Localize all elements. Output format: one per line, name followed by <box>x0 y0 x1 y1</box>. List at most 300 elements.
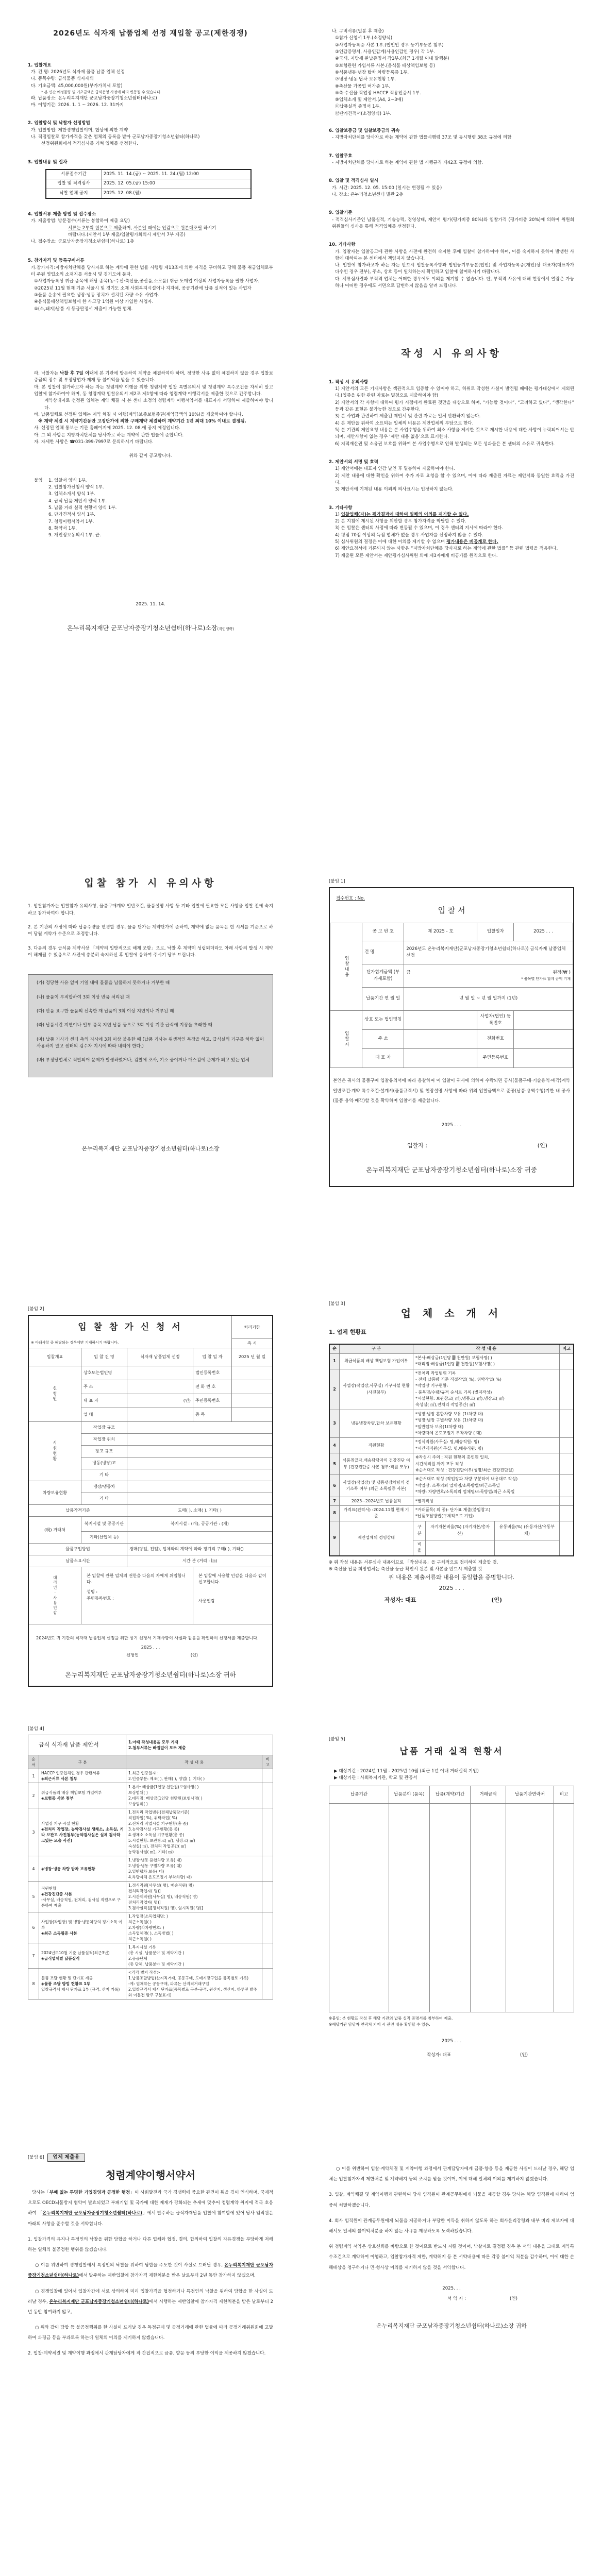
content-line: *정식직원(사무실: 명,배송직원: 명) <box>415 1439 479 1445</box>
text-line: 가. 시간: 2025. 12. 05. 15:00 (일시는 변경될 수 있음) <box>332 185 442 191</box>
list-item: ⑫단가견적서(소정양식) 1부. <box>335 111 392 116</box>
attachment-item: 7. 청렴이행서약서 1부. <box>48 519 94 524</box>
text-line: 가.참가자격:지방자치단체를 당사자로 하는 계약에 관한 법률 시행령 제13조에 의한 자격을 구비하고 당해 물품 취급업체로부터 주된 영업소의 소재지를 서울시 및 경기도에 둔자. <box>31 265 273 278</box>
section-heading: 5. 참가자격 및 등록구비서류 <box>28 258 85 264</box>
amount-prefix: 금 <box>406 970 411 975</box>
row-category <box>39 1769 126 1783</box>
business-item-field[interactable] <box>232 1408 273 1421</box>
list-item: 3. 다음의 경우 급식품 계약서상 「계약의 일방적으로 해제 조항」으로, 낙찰 후 계약이 성립되더라도 아래 사항의 발생 시 계약이 해제될 수 있음으로 사전에 충분히 숙지하신 후 입찰에 응하여 주시기 당부 드립니다. <box>28 945 273 958</box>
table-row <box>329 1438 574 1453</box>
amount-field[interactable] <box>404 964 573 987</box>
vehicle-field[interactable] <box>127 1493 273 1504</box>
remarks-cell <box>262 1882 273 1912</box>
section-heading: 1. 입찰개요 <box>28 62 52 68</box>
table-row <box>28 1856 273 1882</box>
field-label: 창고 규모 <box>81 1445 127 1457</box>
content-line: *거래품목( 외 종): 단가표 제출(붙임참고) <box>415 1507 491 1512</box>
column-header: 순 <box>329 1344 340 1353</box>
row-category <box>39 1943 126 1969</box>
row-content[interactable] <box>413 1353 560 1369</box>
content-line: *차량: 차량번호/소독의뢰 업체명/소독방법/최근 소독일 <box>415 1489 515 1495</box>
pledge-item: 3. 입찰, 계약체결 및 계약이행과 관련하여 당사 임직원이 관계공무원에게 뇌물을 제공할 경우 당사는 해당 임직원에 대하여 엄중히 처벌하겠습니다. <box>329 2192 574 2208</box>
seal-mark: (인) <box>537 1142 547 1149</box>
content-line: 직접작업( %), 위탁작업( %) <box>128 1816 177 1821</box>
period-field[interactable]: 년 월 일 ~ 년 월 일까지 (1년) <box>404 987 573 1010</box>
text: 라. 낙찰자는 <box>34 370 60 376</box>
list-item: 2) 제안 내용에 대한 확인을 위하여 추가 자료 요청을 할 수 있으며, 이에 따라 제출된 자료는 제안서와 동일한 효력을 가진다. <box>335 473 574 485</box>
delivery-time-field[interactable]: 시간 분 (거리 : ㎞) <box>127 1555 273 1567</box>
writer-label: 작성자: 대표 <box>427 2052 452 2058</box>
content-line: 2.냉장·냉동 구별차량 보유( 대) <box>128 1863 182 1869</box>
table-row <box>28 1783 273 1808</box>
row-category <box>39 1912 126 1943</box>
row-content[interactable] <box>126 1969 262 1999</box>
vehicle-field[interactable] <box>127 1481 273 1493</box>
content-line: 보상범위( ) <box>128 1802 148 1807</box>
text-line: 마. 본 입찰에 참가하고자 하는 자는 청렴계약 이행을 위한 청렴계약 입찰 특별유의서 및 청렴계약 특수조건을 자세히 알고 입찰에 참가하여야 하며, 동 청렴계약 입찰유의서 제2조 제1항에 따라 청렴계약 이행각서를 제출한 것으로 간주합니다. <box>34 384 273 397</box>
deadline-label: 처리기한 <box>232 1315 273 1338</box>
text-line: 가. 건 명: 2026년도 식자재 물품 납품 업체 선정 <box>31 70 125 75</box>
table-row <box>329 1475 574 1497</box>
list-item: 3) 본 입찰은 센터의 사정에 따라 변동될 수 있으며, 이 경우 센터의 지시에 따라야 한다. <box>335 526 504 531</box>
section-heading: 10. 기타사항 <box>329 242 356 248</box>
row-category <box>39 1783 126 1808</box>
section-heading: 1. 업체 현황표 <box>329 1329 366 1336</box>
content-line: (총 단체, 납품분야 및 계약기간 ) <box>128 1962 185 1967</box>
list-item: ⑤보험관련 가입서류 사본.(음식물 배상책임보험 등) <box>335 63 436 69</box>
performance-table <box>329 1786 574 2012</box>
condition-item: (마) 납품 기사가 센터 측의 지시에 3회 이상 불응한 때 (납품 기사는 위생적인 복장을 하고, 급식실의 기구를 허락 없이 사용하지 말고 센터의 검수자 지시에 따라 내려야 한다.) <box>37 1037 264 1049</box>
text-line: 마. 이행기간: 2026. 1. 1 ~ 2026. 12. 31까지 <box>31 103 124 108</box>
row-content[interactable] <box>413 1369 560 1410</box>
text-line <box>28 225 273 232</box>
writer-sign-line <box>329 1592 574 1604</box>
category-note: 입찰규격서 제시 단가표 1부 (규격, 산지 기록) <box>41 1987 120 1992</box>
row-category: 식품취급자,배송담당자의 건강진단 여부 (건강진단증 사본 첨부:직원 모두) <box>340 1453 413 1475</box>
schedule-value: 2025. 11. 14.(금) ~ 2025. 11. 24.(월) 12:00 <box>101 170 250 179</box>
bid-statement: 본인은 귀사의 물품구매 입찰유의서에 따라 응찰하여 이 입찰이 귀사에 의하여 수락되면 공사(물품구매·기술용역·매각)계약일반조건·계약 특수조건·설계서(물품규격서) 및 현장설명 사항에 따라 위의 입찰금액으로 준공(납품·용역수행)기한 내 공사(물품·용역·매각)할 것을 확약하며 입찰서를 제출합니다. <box>333 1078 570 1104</box>
performance-cell[interactable] <box>554 1804 574 2012</box>
remarks-cell <box>560 1438 574 1453</box>
bidder-sign-line <box>330 1129 573 1150</box>
subheader: 구분 <box>413 1521 426 1540</box>
agent-name-field[interactable]: 성명 : <box>87 1588 98 1594</box>
list-item: 나. 입찰에 참가하고자 하는 자는 반드시 입찰등록사항과 법인등기부등본(법인) 및 사업자등록증(개인)상 대표자(대표자가 다수인 경우 전부), 주소, 상호 등이 일치하는지 확인하고 입찰에 참여하시기 바랍니다. <box>335 263 574 275</box>
pledge-item: 위 청렴계약 서약은 상호신뢰를 바탕으로 한 것이므로 반드시 지킬 것이며, 낙찰자로 결정될 경우 본 서약 내용을 그대로 계약특수조건으로 계약하여 이행하고, 입찰참가자격 제한, 계약해지 등 본 서약내용에 따른 각종 불이익 처분을 감수하며, 이에 대한 손해배상을 청구하거나 민·형사상 이의를 제기하지 않을 것을 서약합니다. <box>329 2244 574 2270</box>
integrity-title: 청렴계약이행서약서 <box>106 2169 195 2181</box>
content-line: *시설현황: 보관창고( ㎡),냉동고( ㎡),냉장고( ㎡) <box>415 1396 505 1401</box>
subheader: 비율 <box>413 1540 426 1555</box>
addressee: 온누리복지재단 군포남자중장기청소년쉼터(하나로)소장 귀하 <box>376 2323 527 2330</box>
list-item: 가. 입찰자는 입찰공고에 관한 사항을 사전에 완전히 숙지한 후에 입찰에 참가하여야 하며, 이를 숙지하지 못하여 발생한 사항에 대하여는 본 센터에서 책임지지 않습니다. <box>335 249 574 261</box>
section-heading: 3. 기타사항 <box>329 505 353 511</box>
row-content[interactable] <box>413 1505 560 1521</box>
row-content[interactable] <box>413 1410 560 1438</box>
list-item: 3) 제안서에 기재된 내용 이외의 의사표시는 인정하지 않는다. <box>335 487 454 493</box>
field-label: 주 소 <box>362 1029 404 1048</box>
proposal-instructions <box>126 1735 273 1755</box>
field-label: 대 표 자 <box>81 1394 127 1408</box>
content-line: 2.공공단체 <box>128 1956 147 1961</box>
company-name-field[interactable] <box>404 1010 477 1029</box>
business-type-field[interactable] <box>127 1408 193 1421</box>
text-line: - 지방자치단체를 당사자로 하는 계약에 관한 법 시행규칙 제42조 규정에 의함. <box>332 160 483 165</box>
list-item: 1. 입찰참가자는 입찰참가 유의사항, 물품구매계약 일반조건, 물품설명 사항 등 기타 입찰에 필요한 모든 사항을 입찰 전에 숙지하고 참가하여야 합니다. <box>28 904 273 916</box>
group-label: 시설현황 <box>28 1421 81 1481</box>
page-bid-notes <box>0 876 301 1153</box>
performance-cell[interactable] <box>329 1804 389 2012</box>
seal-mark: (인) <box>491 1597 502 1604</box>
row-content[interactable] <box>413 1497 560 1505</box>
text-line: 선정위원회에서 적격심사를 거쳐 업체를 선정한다. <box>41 141 138 147</box>
row-category <box>39 1808 126 1856</box>
liquidity-ratio-field[interactable] <box>495 1540 560 1555</box>
sign-date: 2025. . . <box>442 2285 461 2291</box>
schedule-label: 서류접수기간 <box>46 170 101 179</box>
field-label: 대 표 자 <box>362 1048 404 1067</box>
row-category: 취급식품의 배상 책임보험 가입여부 <box>340 1353 413 1369</box>
row-category <box>39 1969 126 1999</box>
field-label: 주민등록번호 <box>193 1394 232 1408</box>
writer-sign-line <box>329 2045 574 2059</box>
section-heading: 2. 제안서의 서명 및 효력 <box>329 459 378 465</box>
remarks-cell <box>560 1475 574 1497</box>
category-text: 물품 조달 현황 및 단가표 제출 <box>41 1976 93 1981</box>
column-header: 비고 <box>560 1344 574 1353</box>
termination-conditions-box <box>28 974 273 1077</box>
field-label: 법인등록번호 <box>193 1366 232 1380</box>
category-required: ◈급식업체별 납품실적 <box>41 1956 80 1961</box>
field-label: 건 명 <box>362 941 404 964</box>
content-line: 전처리작업자( 명)] <box>128 1889 161 1894</box>
facility-field[interactable] <box>127 1457 273 1469</box>
page-notice-2 <box>301 28 602 560</box>
clients-field[interactable]: 복지시설 : (개), 공공기관 : (개) <box>127 1516 273 1531</box>
seal-field[interactable]: 사용인감 <box>198 1598 215 1603</box>
performance-cell[interactable] <box>430 1804 471 2012</box>
column-header: 납품분야 (품목) <box>389 1786 430 1804</box>
content-line: 1.본사: 배상금(1인당 천만원)보험사명( ) <box>128 1785 199 1790</box>
schedule-value: 2025. 12. 08.(월) <box>101 189 250 198</box>
pledge-subitem <box>28 2286 273 2318</box>
facility-field[interactable] <box>127 1469 273 1481</box>
content-line: *냉장·냉장 구별차량 보유 (1t차량 대) <box>415 1418 483 1423</box>
field-label: 냉동(냉장)고 <box>81 1457 127 1469</box>
row-number: 4 <box>329 1438 340 1453</box>
notice-title: 2026년도 식자재 납품업체 선정 재입찰 공고(제한경쟁) <box>53 29 248 38</box>
page-integrity-2 <box>301 2164 602 2333</box>
remarks-cell <box>560 1353 574 1369</box>
seal-mark: (인) <box>190 1652 198 1657</box>
page-bid-form <box>301 878 602 1187</box>
writer-label: 작성자: 대표 <box>384 1597 416 1604</box>
attachment-tag: [붙임 1] <box>329 879 345 884</box>
facility-field[interactable] <box>127 1433 273 1445</box>
remarks-cell <box>560 1369 574 1410</box>
text-line <box>28 370 273 384</box>
instruction: 1.아래 작성내용을 모두 기재 <box>128 1740 178 1745</box>
list-item: ③물품 운송에 필요한 냉장·냉동 장치가 설치된 차량 소유 사업자. <box>34 293 159 298</box>
section-heading: 6. 입찰보증금 및 입찰보증금의 귀속 <box>329 128 400 134</box>
table-row <box>329 1410 574 1438</box>
text: 5) 심사위원의 결정은 이에 대한 이의를 제기할 수 없으며 <box>335 539 447 545</box>
group-label: 입찰자 <box>330 1010 362 1067</box>
row-number: 1 <box>329 1353 340 1369</box>
company-name-field[interactable] <box>127 1366 193 1380</box>
phone-field[interactable] <box>514 1029 573 1048</box>
content-line: (총 시설, 납품분야 및 계약기간 ) <box>128 1951 185 1956</box>
field-label: 종 목 <box>193 1408 232 1421</box>
column-header: 비고 <box>262 1755 273 1769</box>
purchase-method-field[interactable]: 경매(당일, 전일), 업체와의 계약에 따라 정기적 구매( ), 기타() <box>127 1543 273 1555</box>
column-header: 순서 <box>28 1755 39 1769</box>
form-header <box>28 1315 232 1338</box>
field-label: 작업장 규모 <box>81 1421 127 1433</box>
condition-item: (라) 납품시간 지연이나 일부 품목 지연 납품 등으로 3회 이상 기관 급식에 지장을 초래한 때 <box>37 1023 212 1028</box>
content-line: *일반탑차 보유(1t차량 대) <box>415 1424 464 1429</box>
field-label: 납품기간 연 월 일 <box>362 987 404 1010</box>
company-status-table <box>329 1344 574 1556</box>
text: 」에서 발주하는 급식자재납품 입찰에 참여함에 있어 당사 임직원은 아래의 사항을 준수할 것을 서약합니다. <box>28 2211 274 2227</box>
group-label: 신청인 <box>28 1366 81 1421</box>
content-line: ※작성시 주의 : 직원 현황의 총인원 일치, <box>415 1455 490 1460</box>
field-label: 입찰일자 <box>477 923 514 941</box>
list-item: 2) 본 지침에 제시된 사항을 위반할 경우 참가자격을 박탈할 수 있다. <box>335 519 466 524</box>
attachment-item: 2. 입찰참가신청서 양식 1부. <box>48 485 104 490</box>
content-line: *작업장 기구현황: <box>415 1383 448 1388</box>
text: ○ 이를 위반하여 경쟁입찰에서 특정인의 낙찰을 위하여 담합을 주도한 것이 사실로 드러날 경우, <box>35 2263 225 2268</box>
list-item: 1) 제안서의 모든 기재사항은 객관적으로 입증할 수 있어야 하고, 허위로 작성한 사실이 발견될 때에는 평가대상에서 제외된다.(입증을 위한 관련 자료는 별첨으로 제출하여야 함) <box>335 386 574 399</box>
row-number: 5 <box>28 1882 39 1912</box>
row-content[interactable] <box>126 1769 262 1783</box>
section-heading: 4. 입찰서류 제출 방법 및 접수장소 <box>28 211 96 217</box>
corp-number-field[interactable] <box>232 1366 273 1380</box>
table-row <box>28 1808 273 1856</box>
underlined-text: 평가내용은 비공개로 한다. <box>446 539 498 545</box>
content-line: 숙성실( ㎡),전처리 작업공간( ㎡) <box>415 1402 475 1408</box>
bid-date-field[interactable]: 2025 년 월 일 <box>232 1348 273 1366</box>
list-item <box>329 539 574 546</box>
list-item: ⑥식품냉동·냉장 탑차 차량등록증 1부. <box>335 70 409 75</box>
remarks-cell <box>262 1808 273 1856</box>
agent-rrn-field[interactable]: 주민등록번호 : <box>87 1595 114 1601</box>
column-header: 비고 <box>554 1786 574 1804</box>
category-required: ◈건강진단증 사본 <box>41 1891 72 1896</box>
content-line: - 품목명/수량/규격 순서로 기록 (별지작성) <box>415 1389 492 1395</box>
underlined-text: 사본일 때에는 인감으로 원본대조필 <box>133 225 202 231</box>
performance-cell[interactable] <box>389 1804 430 2012</box>
category-required: ◈최근 소독필증 사본 <box>41 1931 77 1936</box>
row-content[interactable] <box>413 1438 560 1453</box>
text: 에서 발주하는 제반입찰에 참가자격 제한처분을 받은 날로부터 2년 동안 참가하지 않겠으며, <box>79 2273 256 2279</box>
attachments-items <box>48 478 116 539</box>
list-item: ⑦냉장·냉동 탑차 보유현황 1부. <box>335 77 396 82</box>
clients-other-field[interactable] <box>127 1531 273 1543</box>
subheader: 자기자본비율(%) (자기자본/총자산) <box>426 1521 495 1540</box>
row-content[interactable] <box>126 1808 262 1856</box>
note: ※붙임: 본 현황표 작성 후 해당 기관의 납품 실적 증명서를 첨부하여 제출. <box>329 2016 453 2021</box>
row-content[interactable] <box>413 1475 560 1497</box>
period-line: ▶ 대상기간 : 2024년 11월 - 2025년 10월 (최근 1년 이내 거래실적 기입) <box>334 1768 479 1774</box>
table-row <box>28 1769 273 1783</box>
integrity-intro <box>28 2188 273 2229</box>
text-line: 나. 품목수량: 급식물품 식자재외 <box>31 76 94 82</box>
seal-omitted-note: (직인생략) <box>217 626 234 631</box>
text-line: 사. 선정된 업체 통보는 기관 홈페이지에 2025. 12. 08.에 공지 예정입니다. <box>34 426 180 431</box>
row-category <box>39 1856 126 1882</box>
text: ○ 경쟁입찰에 있어서 입찰자간에 서로 상의하여 미리 입찰가격을 협정하거나 특정인의 낙찰을 위하여 담합을 한 사실이 드러날 경우, <box>28 2289 273 2304</box>
address-field[interactable] <box>404 1029 477 1048</box>
applicant-sign-line <box>36 1651 265 1658</box>
table-row <box>28 1969 273 1999</box>
phone-field[interactable] <box>232 1380 273 1394</box>
attachments-label: 붙임 <box>34 478 43 483</box>
business-number-field[interactable] <box>514 1010 573 1029</box>
row-content[interactable] <box>126 1783 262 1808</box>
content-line: -예: 엽채류는 공동구매, 파류는 산지직거래구입 <box>128 1981 209 1987</box>
row-content[interactable] <box>126 1882 262 1912</box>
page-integrity <box>0 2154 301 2359</box>
writing-notes-title: 작성 시 유의사항 <box>401 348 502 360</box>
list-item: ③인감증명서, 사용인감계(사용인감인 경우) 각 1부. <box>335 49 435 55</box>
group-label: (現) 거래처 <box>28 1516 81 1543</box>
equity-ratio-field[interactable] <box>426 1540 495 1555</box>
row-category: 사업장(작업장,사무실) 기구시설 현황 (사진첨부) <box>340 1369 413 1410</box>
row-content[interactable] <box>126 1943 262 1969</box>
row-content[interactable] <box>413 1453 560 1475</box>
application-title: 입 찰 참 가 신 청 서 <box>78 1322 182 1333</box>
content-line: ※순서대로 작성 (작업장과 차량 구분하여 내용대로 작성) <box>415 1477 518 1482</box>
facility-field[interactable] <box>127 1445 273 1457</box>
category-text: 취급식품의 배상 책임보험 가입여부 <box>41 1790 102 1795</box>
list-item: ⑨축·수산물 작업장 HACCP 적용인증서 1부. <box>335 90 421 96</box>
sign-date: 2025 . . . <box>441 2038 462 2044</box>
attachment-item: 1. 입찰서 양식 1부. <box>48 478 87 483</box>
content-line: *대리점:배상금(1인당 ▒ 천만원)보험사명( ) <box>415 1362 495 1367</box>
group-label: 차량보유현황 <box>28 1481 81 1504</box>
attachment-tag: [붙임 6] <box>28 2155 44 2160</box>
schedule-label: 입찰 및 적격심사 <box>46 179 101 189</box>
pledge-subitem: ○ 위와 같이 담합 등 불공정행위를 한 사실이 드러날 경우 독점규제 및 공정거래에 관한 법률에 따라 공정거래위원회에 고발하여 과징금 등을 부과토록 하는데 일체의 이의를 제기하지 않겠습니다. <box>28 2325 273 2341</box>
pledge-subitem: ○ 이를 위반하여 입찰·계약체결 및 계약이행 과정에서 관계담당자에게 금품·향응 등을 제공한 사실이 드러날 경우, 해당 업체는 입찰참가자격 제한처분 및 계약해지 등의 조치를 받을 것이며, 이에 대해 일체의 이의를 제기하지 않겠습니다. <box>329 2166 574 2182</box>
list-item: ⑧축산물 가공업 허가증 1부. <box>335 83 391 89</box>
category-text: 2024년도10월 기준 납품실적(최근3년) <box>41 1951 110 1956</box>
amount-suffix: 원정(₩ ) <box>553 970 571 975</box>
performance-cell[interactable] <box>506 1804 554 2012</box>
contact-line: 자. 자세한 사항은 ☎031-399-7997로 문의하시기 바랍니다. <box>34 439 154 445</box>
schedule-table <box>45 169 252 199</box>
remarks-cell <box>262 1783 273 1808</box>
content-line: - 전체 납품량 기준 직접작업( %), 위탁작업( %) <box>415 1377 501 1382</box>
schedule-value: 2025. 12. 05.(금) 15:00 <box>101 179 250 189</box>
underlined-text: 서류는 2부씩 원본으로 제출 <box>68 225 122 231</box>
text-line: 다. 기초금액: 45,000,000원(부가가치세 포함) <box>31 83 123 89</box>
bidder-label: 입찰자 : <box>407 1142 428 1149</box>
column-header: 거래금액 <box>471 1786 506 1804</box>
content-line: 1.납품조달방법(산지직거래, 공동구매, 도매시장구입을 품목별로 기록) <box>128 1976 249 1981</box>
attachment-item: 9. 개인정보동의서 1부. 끝. <box>48 533 102 538</box>
section-heading: 8. 입찰 및 적격심사 일시 <box>329 178 378 184</box>
performance-cell[interactable] <box>471 1804 506 2012</box>
resident-number-field[interactable] <box>232 1394 273 1408</box>
table-row <box>28 1943 273 1969</box>
row-number: 3 <box>329 1410 340 1438</box>
table-row <box>329 1353 574 1369</box>
row-content[interactable] <box>126 1856 262 1882</box>
category-text: 사업장 기구·시설 현황 <box>41 1821 79 1826</box>
row-category: 사업장(작업장) 및 냉동냉장차량의 정기소독 여부 (최근 소독필증 사본) <box>340 1475 413 1497</box>
text-line: - 적격심사기준인 납품실적, 기술능력, 경영상태, 제안서 평가(평가비중 80%)와 입찰가격 (평가비중 20%)에 의하여 위원회 위원들의 심사를 통해 적격업체를 선정한다. <box>332 217 574 229</box>
bid-date-field[interactable]: 2025 . . . <box>514 923 573 941</box>
representative-field[interactable] <box>404 1048 477 1067</box>
field-label: 작업장 위치 <box>81 1433 127 1445</box>
list-item <box>329 512 574 518</box>
remarks-cell <box>560 1505 574 1521</box>
row-number: 3 <box>28 1808 39 1856</box>
note: ※ 축산물 납품 희망업체는 축산물 등급 확인서 원본 및 사본을 반드시 제출할 것 <box>329 1566 482 1572</box>
text: 에 본 기관에 방문하여 계약을 체결하여야 하며, 정당한 사유 없이 체결하지 않을 경우 입찰보증금의 징수 및 부정당업자 제재 등 불이익을 받을 수 있습니다. <box>34 370 273 383</box>
row-number: 4 <box>28 1856 39 1882</box>
seal-mark: (인) <box>520 2052 528 2058</box>
content-line: *냉장·냉장 혼합차량 보유 (1t차량 대) <box>415 1411 483 1416</box>
applicant-label: 신청인 <box>126 1652 139 1657</box>
row-number: 1 <box>28 1769 39 1783</box>
facility-field[interactable] <box>127 1421 273 1433</box>
certify-text: 위 내용은 제출서류와 내용이 동일함을 증명합니다. <box>388 1574 515 1581</box>
list-item: 6) 제안요청서에 거론되지 않는 사항은 “지방자치단체를 당사자로 하는 계약에 관한 법률” 등 관련 법령을 적용한다. <box>335 546 558 552</box>
notice-signer <box>28 623 273 633</box>
attachments-list <box>28 478 273 539</box>
target-line: ▶ 대상기관 : 사회복지기관, 학교 및 관공서 <box>334 1775 417 1781</box>
column-header: 작 성 내 용 <box>413 1344 560 1353</box>
statement-text: 2024년도 귀 기관의 식자재 납품업체 선정을 위한 상기 신청서 기재사항이 사실과 같음을 확인하여 신청서를 제출합니다. <box>36 1635 259 1640</box>
price-basis-field[interactable]: 도매( ), 소매( ), 기타( ) <box>127 1504 273 1516</box>
content-line: 4.생채소 소독실 기구현황(총 종) <box>128 1833 185 1838</box>
representative-field[interactable]: (인) <box>127 1394 193 1408</box>
org-name: 온누리복지재단 군포남자중장기청소년쉼터(하나로) <box>49 2299 149 2304</box>
content-line: 시간제직원 까지 모두 작성 <box>415 1461 463 1466</box>
row-number: 8 <box>329 1505 340 1521</box>
field-label: 기 타 <box>81 1493 127 1504</box>
text: 에서 시행하는 제반입찰에 참가자격 제한처분을 받은 날로부터 2년 동안 참여하지 않고, <box>28 2299 274 2315</box>
content-line: 최근소독일( ) <box>128 1937 152 1942</box>
row-content[interactable] <box>126 1912 262 1943</box>
list-item: 3) 본 사업과 관련하여 제출된 제안서 및 관련 자료는 일체 반환하지 않는다. <box>335 414 481 419</box>
address-field[interactable] <box>127 1380 193 1394</box>
row-number: 7 <box>28 1943 39 1969</box>
sign-date: 2025 . . . <box>441 1123 462 1128</box>
note: * 본 연간 예정물량 및 기초금액은 급식운영 사정에 따라 변동될 수 있습니다. <box>41 90 162 94</box>
table-row <box>329 1453 574 1475</box>
page-notice-1 <box>0 28 301 633</box>
resident-number-field[interactable] <box>514 1048 573 1067</box>
bold-text: 낙찰 후 7일 이내 <box>60 370 94 376</box>
list-item: ④음식물배상책임보험에 한 사고당 1억원 이상 가입한 사업자. <box>34 299 154 305</box>
notice-number-field[interactable]: 제 2025 - 호 <box>404 923 477 941</box>
row-number: 2 <box>329 1369 340 1410</box>
text: 1) <box>335 512 341 517</box>
text-line: 바랍니다.(제안서 1부 제출/입찰평가회의시 제안서 7부 제공) <box>68 232 186 238</box>
remarks-cell <box>560 1453 574 1475</box>
page-application <box>0 1306 301 1687</box>
remarks-cell <box>262 1912 273 1943</box>
list-item: 4) 평점 70점 이상의 득점 업체가 없을 경우 사업자를 선정하지 않을 수 있다. <box>335 532 483 538</box>
pledge-item: 1. 입찰가격의 유지나 특정인의 낙찰을 위한 담합을 하거나 다른 업체와 협정, 결의, 합의하여 입찰의 자유경쟁을 부당하게 저해하는 일체의 불공정한 행위를 않겠습니다. <box>28 2236 273 2252</box>
bid-notes-title: 입찰 참가 시 유의사항 <box>84 877 217 889</box>
company-intro-title: 업 체 소 개 서 <box>400 1307 503 1320</box>
list-item: ⑩업체소개 및 제안서.(A4, 2~3매) <box>335 97 404 103</box>
text-line: 가. 입찰방법: 제한경쟁입찰이며, 협상에 의한 계약 <box>31 127 128 133</box>
